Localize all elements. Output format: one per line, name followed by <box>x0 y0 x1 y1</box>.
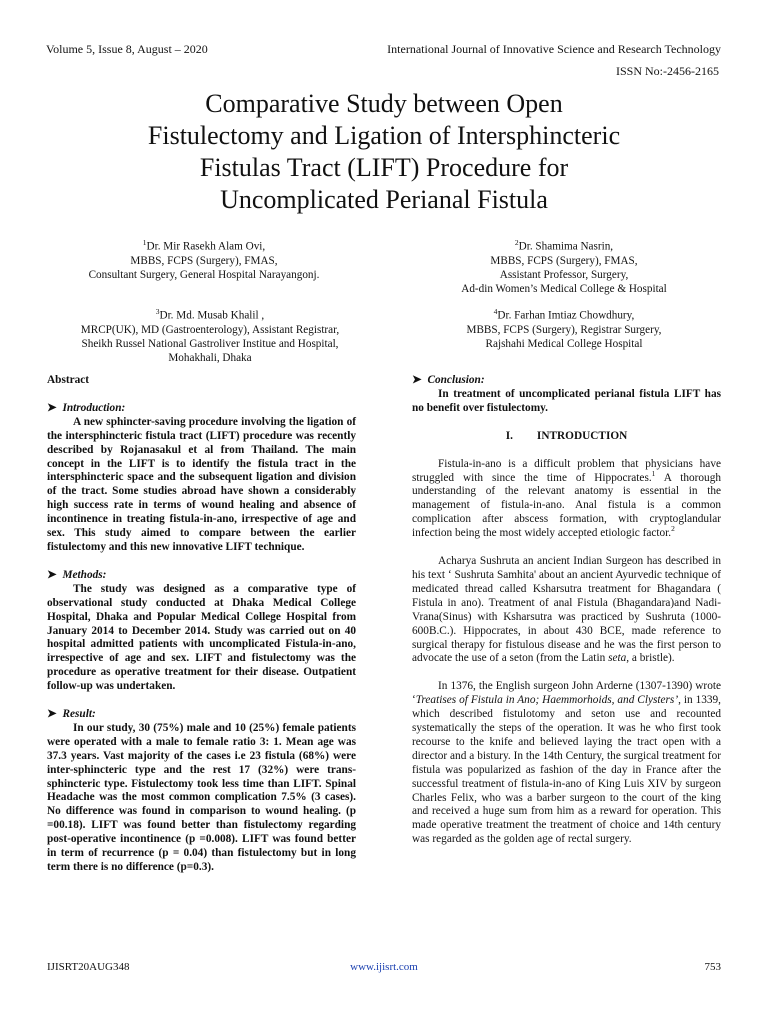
author-line: Sheikh Russel National Gastroliver Institue and Hospital, <box>81 338 339 351</box>
abstract-result: In our study, 30 (75%) male and 10 (25%) female patients were operated with a male to female ratio 3: 1. Mean age was 37.3 years. Vast majority of the cases i.e 23 fistula (68%) were inter-sphincteric type and the rest 17 (32%) were trans-sphincteric type. Fistulectomy took less time than LIFT. Spinal Headache was the most common complication 7.5% (3 cases). No difference was found in comparison to wound healing. (p =00.18). LIFT was found better than fistulectomy regarding post-operative incontinence (p =0.008). LIFT was found better in term of recurrence (p = 0.04) than fistulectomy but in long term there is no difference (p=0.3). <box>47 721 356 873</box>
paper-title <box>60 88 708 216</box>
author-3 <box>40 305 380 366</box>
title-line: Uncomplicated Perianal Fistula <box>220 185 548 214</box>
result-subhead: ➤ Result: <box>47 708 96 721</box>
author-line: Ad-din Women’s Medical College & Hospital <box>461 283 667 296</box>
author-line: MBBS, FCPS (Surgery), FMAS, <box>130 254 278 267</box>
journal-name: International Journal of Innovative Science and Research Technology <box>387 42 721 56</box>
title-line: Fistulectomy and Ligation of Intersphincteric <box>147 121 621 150</box>
author-line: MRCP(UK), MD (Gastroenterology), Assistant Registrar, <box>80 323 340 336</box>
author-line: Rajshahi Medical College Hospital <box>485 338 643 351</box>
introduction-heading: I. INTRODUCTION <box>505 429 628 442</box>
issn: ISSN No:-2456-2165 <box>615 64 719 78</box>
citation: 1 <box>651 468 656 478</box>
author-name: Dr. Farhan Imtiaz Chowdhury, <box>497 309 635 322</box>
page-number: 753 <box>704 961 721 973</box>
author-name: Dr. Shamima Nasrin, <box>518 240 614 253</box>
author-number: 2 <box>514 238 519 247</box>
author-line: Assistant Professor, Surgery, <box>499 269 629 282</box>
author-2 <box>420 236 708 297</box>
author-line: MBBS, FCPS (Surgery), Registrar Surgery, <box>466 323 662 336</box>
article-id: IJISRT20AUG348 <box>47 961 130 973</box>
author-number: 3 <box>155 307 160 316</box>
citation: 2 <box>671 524 675 534</box>
journal-volume: Volume 5, Issue 8, August – 2020 <box>46 42 208 56</box>
abstract-methods: The study was designed as a comparative type of observational study conducted at Dhaka Medical College Hospital, Dhaka and Popular Medical College Hospital from January 2014 to December 2014. Study was carried out on 40 hospital admitted patients with uncomplicated Fistula-in-ano, irrespective of age and sex. LIFT and fistulectomy was the procedure as operative treatment for their disease. Outpatient follow-up was undertaken. <box>47 582 356 693</box>
introduction-subhead: ➤ Introduction: <box>47 401 126 414</box>
arrow-bullet-icon: ➤ <box>412 374 422 386</box>
author-line: Mohakhali, Dhaka <box>168 352 252 365</box>
conclusion-subhead: ➤ Conclusion: <box>412 374 485 386</box>
intro-paragraph-1: Fistula-in-ano is a difficult problem that physicians have struggled with since the time of Hippocrates.$^1$ A thorough understanding of the relevant anatomy is essential in the management of fistula-in-ano. Anal fistula is a common complication after abscess formation, with cryptoglandular infection being the most widely accepted etiologic factor.$^2$ <box>412 457 721 540</box>
journal-website-link[interactable]: www.ijisrt.com <box>350 961 418 973</box>
author-number: 1 <box>142 238 147 247</box>
author-name: Dr. Md. Musab Khalil , <box>159 309 265 322</box>
arrow-bullet-icon: ➤ <box>47 401 57 414</box>
abstract-heading: Abstract <box>47 374 90 386</box>
abstract-conclusion: In treatment of uncomplicated perianal fistula LIFT has no benefit over fistulectomy. <box>412 387 721 414</box>
author-line: Consultant Surgery, General Hospital Narayangonj. <box>88 269 320 282</box>
title-line: Fistulas Tract (LIFT) Procedure for <box>199 153 569 182</box>
arrow-bullet-icon: ➤ <box>47 708 57 721</box>
author-number: 4 <box>493 307 498 316</box>
abstract-column <box>47 374 356 875</box>
author-name: Dr. Mir Rasekh Alam Ovi, <box>146 240 266 253</box>
author-1 <box>60 236 348 282</box>
title-line: Comparative Study between Open <box>205 89 563 118</box>
methods-subhead: ➤ Methods: <box>47 568 107 581</box>
arrow-bullet-icon: ➤ <box>47 568 57 581</box>
author-line: MBBS, FCPS (Surgery), FMAS, <box>490 254 638 267</box>
abstract-introduction: A new sphincter-saving procedure involving the ligation of the intersphincteric fistula tract (LIFT) procedure was recently described by Rojanasakul et al from Thailand. The main concept in the LIFT is to identify the fistula tract in the intersphincteric space and the subsequent ligation and division of the tract. Some studies abroad have shown a considerably high success rate in terms of wound healing and absence of incontinence in treating fistula-in-ano, irrespective of age and sex. This study aimed to compare between the earlier fistulectomy and this new innovative LIFT technique. <box>47 415 356 553</box>
intro-paragraph-2: Acharya Sushruta an ancient Indian Surgeon has described in his text ‘ Sushruta Samhita' about an ancient Ayurvedic technique of medicated thread called Ksharsutra treatment for Bhagandara ( Fistula in ano). Treatment of anal Fistula (Bhagandara)and Nadi-Vrana(Sinus) with Ksharsutra was practiced by Sushruta (1000-600B.C.). Hippocrates, in about 430 BCE, made reference to surgical therapy for fistulous disease and he was the first person to advocate the use of a seton (from the Latin seta, a bristle). <box>412 555 721 665</box>
intro-paragraph-3: In 1376, the English surgeon John Arderne (1307-1390) wrote ‘Treatises of Fistula in Ano; Haemmorhoids, and Clysters’, in 1339, which described fistulotomy and seton use and recounted systematically the steps of the operation. It was he who first took recourse to the knife and believed laying the tract open with a director and a bistury. In the 14th Century, the surgical treatment for fistula was popularized as fashion of the day in France after the successful treatment of fistula-in-ano of King Luis XIV by surgeon Charles Felix, who was a barber surgeon to the court of the king and received a huge sum from him as a reward for operation. This made operative treatment the treatment of choice and 14th century was regarded as the golden age of rectal surgery. <box>412 680 721 846</box>
author-4 <box>420 305 708 351</box>
right-column <box>412 374 721 847</box>
